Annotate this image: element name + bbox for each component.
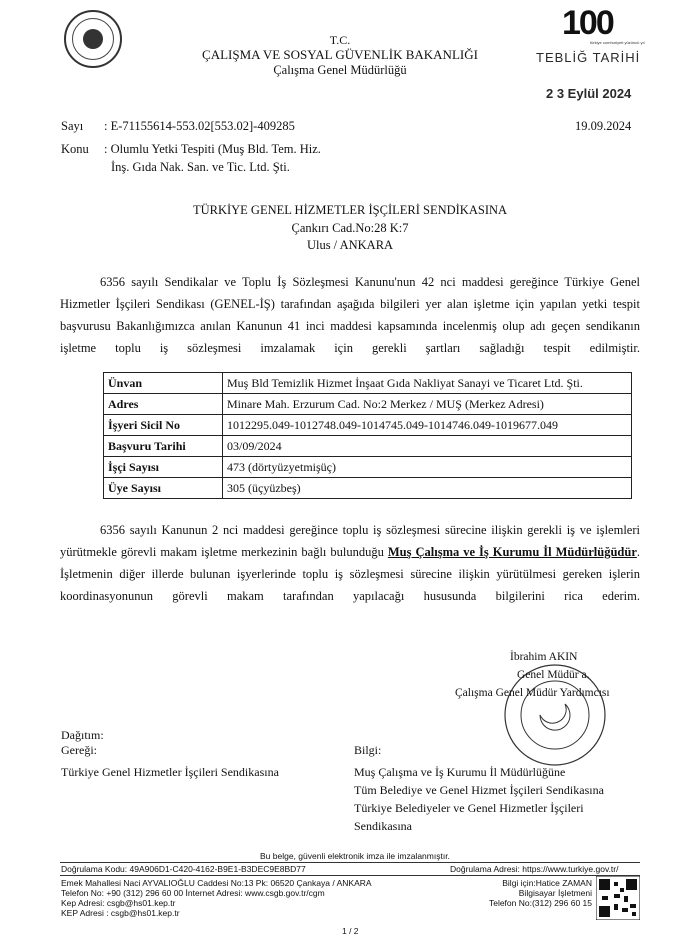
signatory-title-1: Genel Müdür a. bbox=[517, 669, 590, 681]
info-value: Minare Mah. Erzurum Cad. No:2 Merkez / MUŞ (Merkez Adresi) bbox=[223, 394, 632, 415]
verification-code: Doğrulama Kodu: 49A906D1-C420-4162-B9E1-B3DEC9E8BD77 bbox=[61, 864, 306, 874]
responsible-office: Muş Çalışma ve İş Kurumu İl Müdürlüğüdür bbox=[387, 545, 637, 559]
notification-stamp-title: TEBLİĞ TARİHİ bbox=[536, 50, 641, 65]
table-row bbox=[104, 394, 632, 415]
business-info-table bbox=[103, 372, 632, 499]
table-row bbox=[104, 457, 632, 478]
info-label: Başvuru Tarihi bbox=[104, 436, 223, 457]
distribution-heading: Dağıtım: bbox=[61, 728, 104, 742]
footer-address: Emek Mahallesi Naci AYVALIOĞLU Caddesi No:13 Pk: 06520 Çankaya / ANKARA bbox=[61, 878, 372, 888]
info-value: Muş Bld Temizlik Hizmet İnşaat Gıda Nakliyat Sanayi ve Ticaret Ltd. Şti. bbox=[223, 373, 632, 394]
info-value: 03/09/2024 bbox=[223, 436, 632, 457]
info-label: Üye Sayısı bbox=[104, 478, 223, 499]
ministry-emblem-icon bbox=[64, 10, 122, 68]
centennial-logo: 100 bbox=[562, 4, 613, 42]
konu-line-2: İnş. Gıda Nak. San. ve Tic. Ltd. Şti. bbox=[111, 160, 290, 174]
bilgi-label: Bilgi: bbox=[354, 743, 382, 757]
document-date: 19.09.2024 bbox=[575, 119, 632, 133]
footer-email: Kep Adresi: csgb@hs01.kep.tr bbox=[61, 898, 176, 908]
ministry-name: ÇALIŞMA VE SOSYAL GÜVENLİK BAKANLIĞI bbox=[202, 47, 478, 62]
esign-note: Bu belge, güvenli elektronik imza ile imzalanmıştır. bbox=[260, 851, 450, 861]
table-row bbox=[104, 373, 632, 394]
notification-stamp-date: 2 3 Eylül 2024 bbox=[546, 86, 632, 101]
footer-divider-bottom bbox=[60, 875, 640, 876]
paragraph-2-part-2: . İşletmenin diğer illerde bulunan işyerlerinde toplu iş sözleşmesi sürecine ilişkin yürütülmesi gereken işlerin koordinasyonunun görevli makam tarafından yapılacağı hususunda bilgilerini rica ederim. bbox=[60, 545, 640, 603]
qr-code-icon bbox=[596, 876, 640, 920]
body-paragraph-1: 6356 sayılı Sendikalar ve Toplu İş Sözleşmesi Kanunu'nun 42 nci maddesi gereğince Türkiye Genel Hizmetler İşçileri Sendikası (GENEL-İŞ) tarafından aşağıda bilgileri yer alan işletme için yapılan yetki tespit başvurusu Bakanlığımızca anılan Kanunun 41 inci maddesi kapsamında incelenmiş olup adı geçen sendikanın işletme toplu iş sözleşmesi imzalamak için gerekli şartları sağladığı tespit edilmiştir. bbox=[60, 275, 640, 355]
konu-line-1: : Olumlu Yetki Tespiti (Muş Bld. Tem. Hiz. bbox=[104, 142, 321, 156]
centennial-tagline: türkiye cumhuriyeti yüzüncü yıl bbox=[590, 40, 645, 45]
info-label: Ünvan bbox=[104, 373, 223, 394]
geregi-label: Gereği: bbox=[61, 743, 97, 757]
verification-address: Doğrulama Adresi: https://www.turkiye.gov.tr/ bbox=[450, 864, 619, 874]
footer-divider-top bbox=[60, 862, 640, 863]
footer-phone: Telefon No: +90 (312) 296 60 00 İnternet Adresi: www.csgb.gov.tr/cgm bbox=[61, 888, 325, 898]
footer-kep: KEP Adresi : csgb@hs01.kep.tr bbox=[61, 908, 180, 918]
contact-person: Bilgi için:Hatice ZAMAN bbox=[502, 878, 592, 888]
contact-role: Bilgisayar İşletmeni bbox=[518, 888, 592, 898]
body-paragraph-2 bbox=[60, 519, 640, 629]
table-row bbox=[104, 436, 632, 457]
bilgi-recipient-4: Sendikasına bbox=[354, 819, 412, 833]
info-value: 473 (dörtyüzyetmişüç) bbox=[223, 457, 632, 478]
bilgi-recipient-3: Türkiye Belediyeler ve Genel Hizmetler İşçileri bbox=[354, 801, 584, 815]
table-row bbox=[104, 478, 632, 499]
directorate-name: Çalışma Genel Müdürlüğü bbox=[273, 63, 407, 77]
info-label: İşyeri Sicil No bbox=[104, 415, 223, 436]
sayi-label: Sayı bbox=[61, 119, 84, 133]
signatory-title-2: Çalışma Genel Müdür Yardımcısı bbox=[455, 687, 610, 699]
header-tc: T.C. bbox=[329, 33, 351, 47]
info-label: Adres bbox=[104, 394, 223, 415]
signatory-name: İbrahim AKIN bbox=[510, 651, 578, 663]
recipient-address-1: Çankırı Cad.No:28 K:7 bbox=[291, 221, 409, 235]
info-value: 1012295.049-1012748.049-1014745.049-1014746.049-1019677.049 bbox=[223, 415, 632, 436]
konu-label: Konu bbox=[61, 142, 89, 156]
recipient-name: TÜRKİYE GENEL HİZMETLER İŞÇİLERİ SENDİKASINA bbox=[192, 203, 508, 217]
page-number: 1 / 2 bbox=[342, 926, 359, 936]
bilgi-recipient-1: Muş Çalışma ve İş Kurumu İl Müdürlüğüne bbox=[354, 765, 566, 779]
recipient-address-2: Ulus / ANKARA bbox=[306, 238, 394, 252]
info-value: 305 (üçyüzbeş) bbox=[223, 478, 632, 499]
geregi-recipient: Türkiye Genel Hizmetler İşçileri Sendikasına bbox=[61, 765, 279, 779]
sayi-value: : E-71155614-553.02[553.02]-409285 bbox=[104, 119, 295, 133]
bilgi-recipient-2: Tüm Belediye ve Genel Hizmet İşçileri Sendikasına bbox=[354, 783, 604, 797]
info-label: İşçi Sayısı bbox=[104, 457, 223, 478]
table-row bbox=[104, 415, 632, 436]
paragraph-2-part-1: 6356 sayılı Kanunun 2 nci maddesi gereğince toplu iş sözleşmesi sürecine ilişkin gerekli iş ve işlemleri yürütmekle görevli makam işletme merkezinin bağlı bulunduğu bbox=[60, 523, 640, 559]
contact-phone: Telefon No:(312) 296 60 15 bbox=[488, 898, 592, 908]
